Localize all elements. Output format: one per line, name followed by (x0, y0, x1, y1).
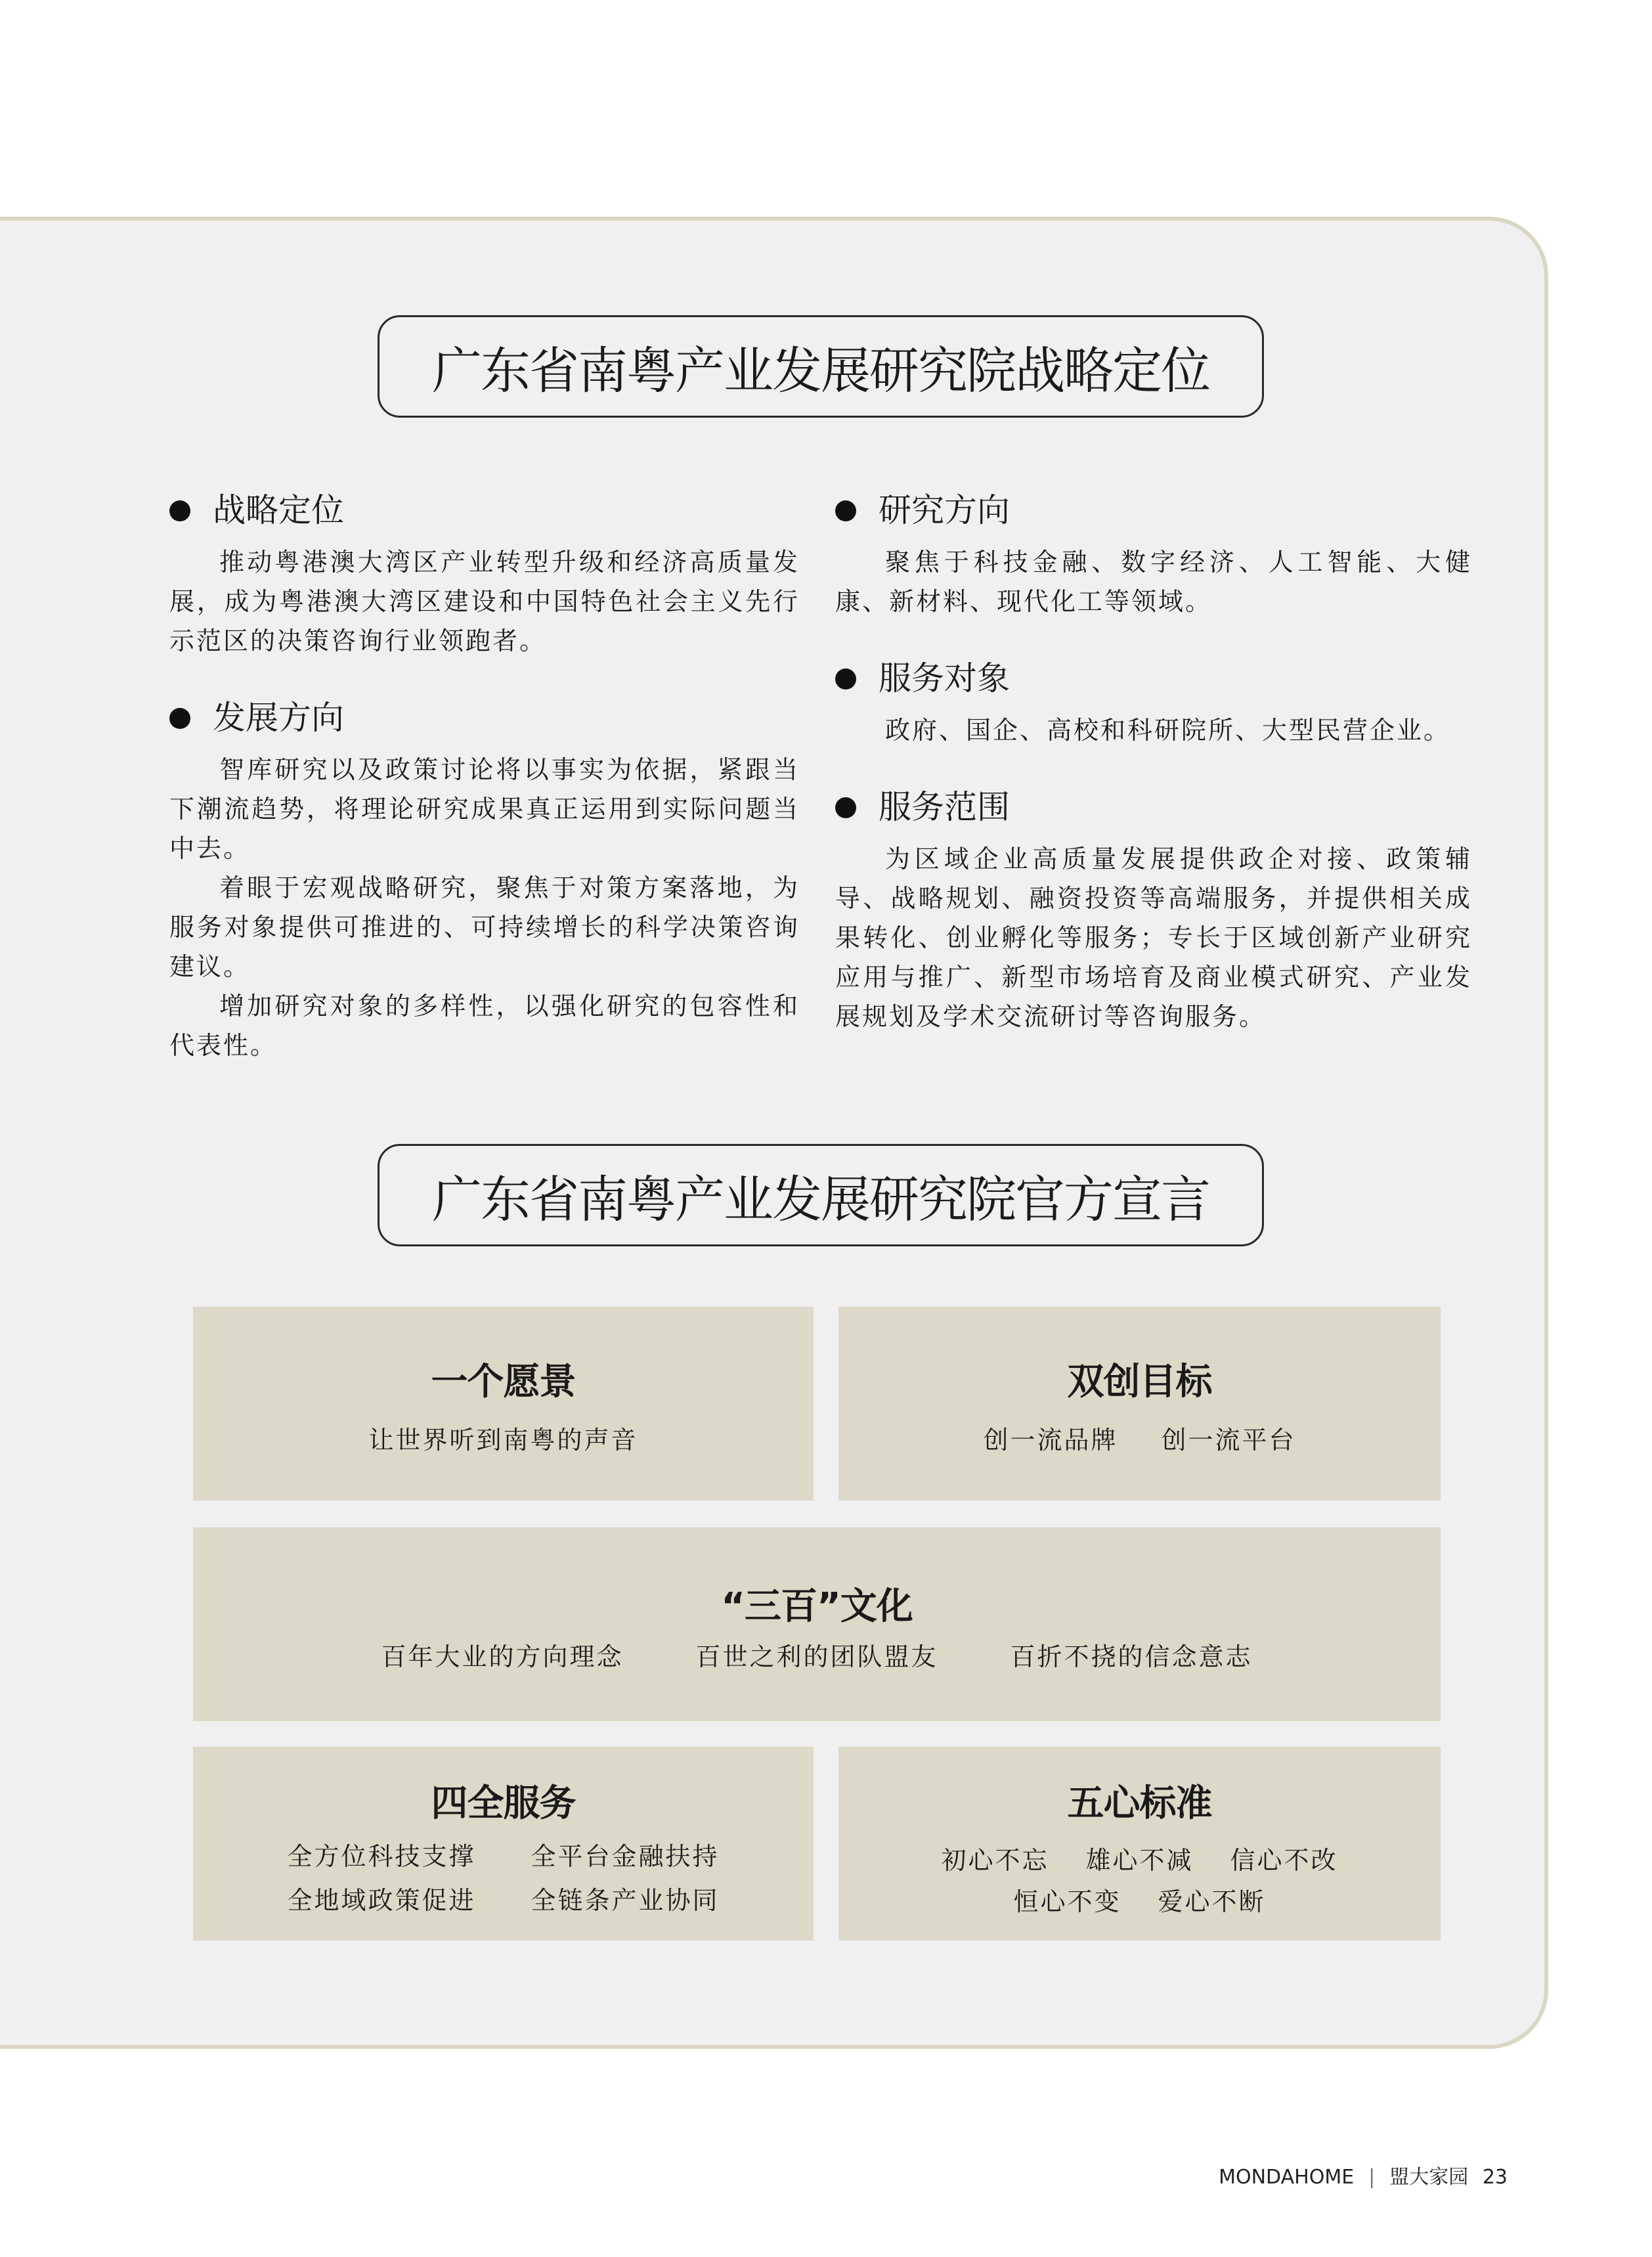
strategy-left-column (169, 487, 800, 1065)
footer-separator: | (1368, 2166, 1376, 2189)
bullet-icon (169, 500, 190, 521)
standards-title: 五心标准 (1067, 1782, 1212, 1825)
positioning-heading: 战略定位 (169, 487, 800, 533)
page-footer (1219, 2160, 1508, 2189)
development-item (169, 695, 800, 1065)
research-item (835, 487, 1472, 621)
standard-item: 初心不忘 (941, 1846, 1049, 1875)
positioning-body: 推动粤港澳大湾区产业转型升级和经济高质量发展，成为粤港澳大湾区建设和中国特色社会主义先行示范区的决策咨询行业领跑者。 (169, 548, 800, 655)
bullet-icon (169, 708, 190, 729)
standards-box (838, 1747, 1441, 1940)
declaration-section-title: 广东省南粤产业发展研究院官方宣言 (378, 1144, 1264, 1246)
bullet-icon (835, 500, 856, 521)
strategy-right-column (835, 487, 1472, 1036)
research-heading: 研究方向 (835, 487, 1472, 533)
research-body: 聚焦于科技金融、数字经济、人工智能、大健康、新材料、现代化工等领域。 (835, 548, 1472, 616)
culture-box (193, 1527, 1441, 1721)
page-number: 23 (1482, 2166, 1508, 2189)
positioning-item (169, 487, 800, 661)
services-box (193, 1747, 814, 1940)
services-row (193, 1880, 814, 1916)
bullet-icon (835, 668, 856, 690)
standard-item: 爱心不断 (1158, 1887, 1266, 1916)
bullet-icon (835, 797, 856, 818)
standard-item: 恒心不变 (1013, 1887, 1121, 1916)
strategy-section-title: 广东省南粤产业发展研究院战略定位 (378, 315, 1264, 418)
goal-item: 创一流品牌 (983, 1426, 1118, 1455)
culture-item: 百折不挠的信念意志 (1010, 1642, 1253, 1671)
culture-item: 百年大业的方向理念 (381, 1642, 624, 1671)
footer-name: 盟大家园 (1389, 2166, 1469, 2189)
clients-item (835, 655, 1472, 750)
services-row (193, 1836, 814, 1872)
culture-item: 百世之利的团队盟友 (695, 1642, 938, 1671)
vision-box (193, 1307, 814, 1501)
services-title: 四全服务 (431, 1782, 576, 1825)
standard-item: 雄心不减 (1085, 1846, 1194, 1875)
culture-line (193, 1636, 1441, 1673)
service-item: 全平台金融扶持 (531, 1842, 720, 1871)
goals-box (838, 1307, 1441, 1501)
development-heading: 发展方向 (169, 695, 800, 741)
standards-row (838, 1840, 1441, 1876)
clients-heading: 服务对象 (835, 655, 1472, 701)
goals-title: 双创目标 (1067, 1361, 1212, 1403)
goals-line (838, 1420, 1441, 1456)
service-item: 全地域政策促进 (287, 1886, 476, 1915)
standards-row (838, 1881, 1441, 1917)
service-item: 全方位科技支撑 (287, 1842, 476, 1871)
goal-item: 创一流平台 (1161, 1426, 1296, 1455)
scope-heading: 服务范围 (835, 784, 1472, 830)
clients-body: 政府、国企、高校和科研院所、大型民营企业。 (885, 716, 1451, 745)
footer-brand: MONDAHOME (1219, 2166, 1355, 2189)
vision-title: 一个愿景 (431, 1361, 576, 1403)
scope-body: 为区域企业高质量发展提供政企对接、政策辅导、战略规划、融资投资等高端服务，并提供相关成果转化、创业孵化等服务；专长于区域创新产业研究应用与推广、新型市场培育及商业模式研究、产业发展规划及学术交流研讨等咨询服务。 (835, 844, 1472, 1031)
service-item: 全链条产业协同 (531, 1886, 720, 1915)
scope-item (835, 784, 1472, 1036)
standard-item: 信心不改 (1230, 1846, 1338, 1875)
development-body: 智库研究以及政策讨论将以事实为依据，紧跟当下潮流趋势，将理论研究成果真正运用到实际问题当中去。 着眼于宏观战略研究，聚焦于对策方案落地，为服务对象提供可推进的、可持续增长的科学决策咨询建议。 增加研究对象的多样性，以强化研究的包容性和代表性。 (169, 755, 800, 1060)
vision-line: 让世界听到南粤的声音 (368, 1426, 638, 1455)
culture-title: “三百”文化 (721, 1585, 913, 1628)
